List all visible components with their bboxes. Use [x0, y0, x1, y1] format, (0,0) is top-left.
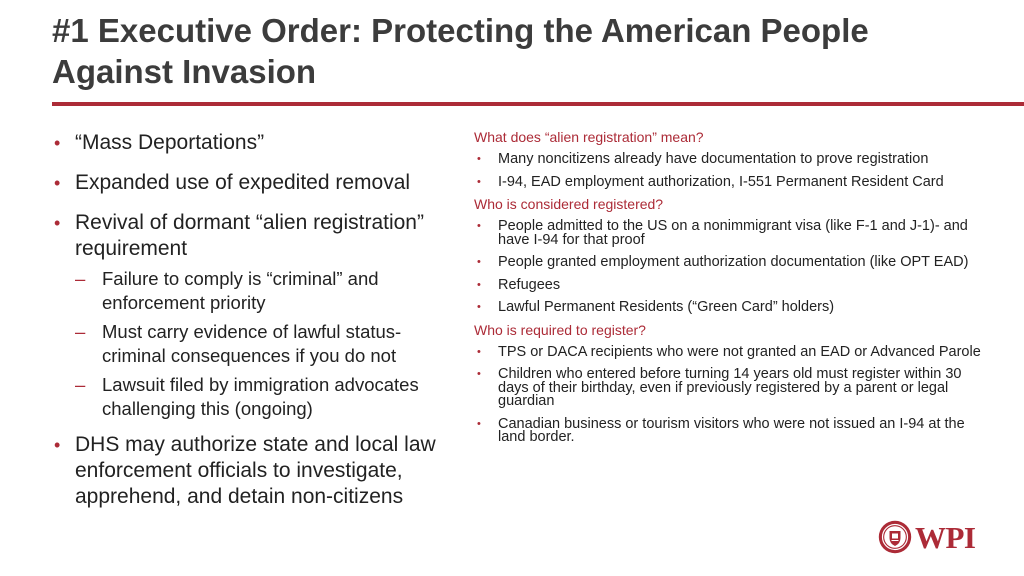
bullet-icon: • [477, 368, 481, 380]
right-item-text: Refugees [498, 276, 561, 293]
sub-item-text: Failure to comply is “criminal” and enforcement priority [102, 268, 379, 313]
left-item-text: Revival of dormant “alien registration” requirement [75, 211, 424, 260]
sub-bullet-list [75, 267, 464, 420]
section-heading: Who is required to register? [474, 321, 646, 338]
right-list-item [474, 368, 994, 409]
sub-item-text: Must carry evidence of lawful status- criminal consequences if you do not [102, 321, 402, 366]
right-item-text: People admitted to the US on a nonimmigrant visa (like F-1 and J-1)- and have I-94 for that proof [498, 218, 968, 248]
bullet-icon: • [477, 417, 481, 430]
dash-icon: – [75, 268, 86, 289]
right-info-panel [474, 128, 994, 445]
bullet-icon: • [477, 175, 481, 188]
right-item-text: People granted employment authorization documentation (like OPT EAD) [498, 254, 969, 270]
right-list-item [474, 153, 994, 167]
right-list-item [474, 173, 994, 190]
right-item-text: TPS or DACA recipients who were not granted an EAD or Advanced Parole [498, 343, 981, 360]
sub-list-item [75, 320, 464, 367]
wpi-logo [878, 520, 978, 556]
bullet-icon: • [54, 173, 61, 193]
bullet-icon: • [477, 153, 481, 165]
bullet-icon: • [54, 435, 61, 455]
wpi-seal-icon [878, 520, 912, 554]
section-heading: Who is considered registered? [474, 196, 664, 212]
left-list-item [54, 210, 464, 420]
left-list-item [54, 130, 464, 156]
wpi-logo-text: WPI [915, 520, 976, 555]
left-list-item [54, 432, 464, 510]
bullet-icon: • [54, 133, 61, 153]
right-list-item [474, 301, 994, 315]
sub-item-text: Lawsuit filed by immigration advocates challenging this (ongoing) [102, 374, 419, 419]
bullet-icon: • [54, 213, 61, 233]
sub-list-item [75, 267, 464, 314]
left-list-item [54, 170, 464, 196]
bullet-icon: • [477, 256, 481, 268]
section-heading: What does “alien registration” mean? [474, 129, 704, 145]
bullet-icon: • [477, 278, 481, 291]
right-item-text: Many noncitizens already have documentation to prove registration [498, 151, 929, 167]
right-list-item [474, 415, 994, 445]
right-item-text: Children who entered before turning 14 years old must register within 30 days of their birthday, even if previously registered by a parent or legal guardian [498, 366, 962, 409]
bullet-icon: • [477, 345, 481, 358]
dash-icon: – [75, 374, 86, 395]
sub-list-item [75, 373, 464, 420]
bullet-icon: • [477, 301, 481, 313]
right-list-item [474, 343, 994, 360]
left-bullet-list [54, 130, 464, 510]
left-item-text: DHS may authorize state and local law enforcement officials to investigate, apprehend, and detain non-citizens [75, 433, 436, 508]
left-item-text: “Mass Deportations” [75, 131, 265, 154]
right-list-item [474, 256, 994, 270]
right-list-item [474, 276, 994, 293]
slide-title: #1 Executive Order: Protecting the American People Against Invasion [52, 12, 869, 90]
right-item-text: Canadian business or tourism visitors who were not issued an I-94 at the land border. [498, 415, 965, 445]
right-list-item [474, 220, 994, 247]
right-item-text: Lawful Permanent Residents (“Green Card” holders) [498, 299, 835, 315]
right-item-text: I-94, EAD employment authorization, I-551 Permanent Resident Card [498, 173, 944, 190]
title-divider [52, 102, 1024, 106]
bullet-icon: • [477, 220, 481, 232]
left-item-text: Expanded use of expedited removal [75, 171, 411, 194]
dash-icon: – [75, 321, 86, 342]
